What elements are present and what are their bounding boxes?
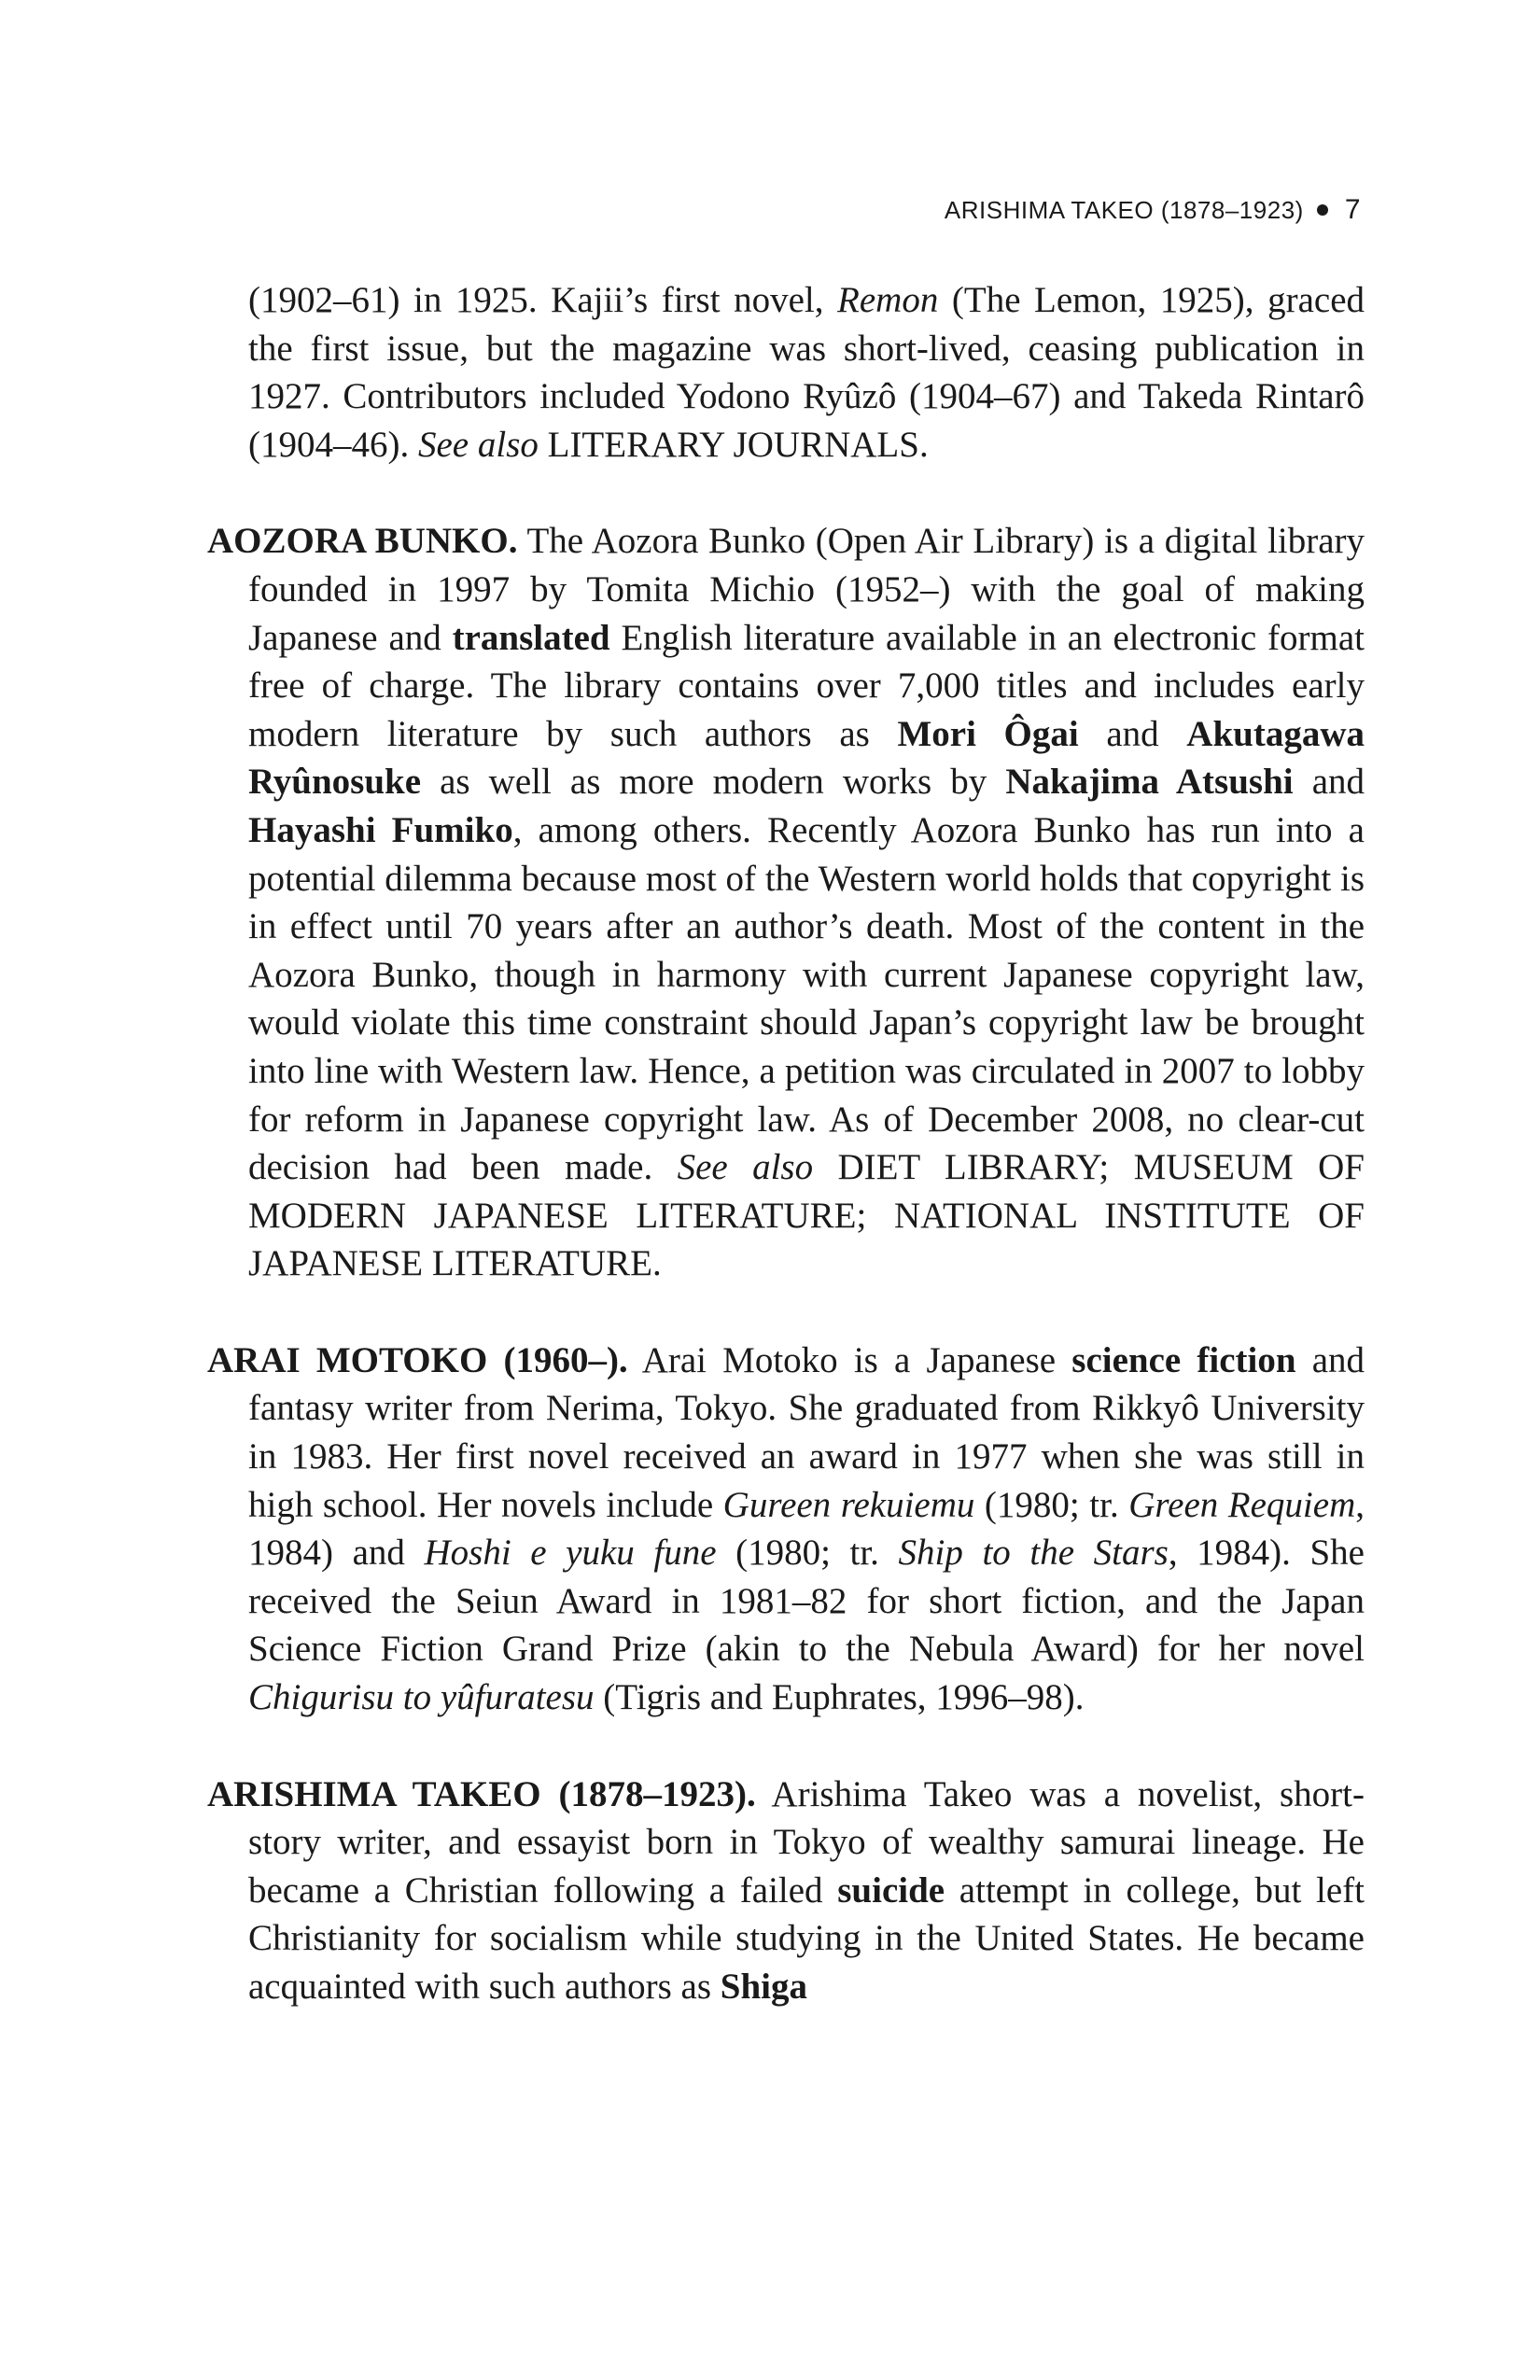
cross-reference-term: Mori Ôgai — [897, 713, 1079, 754]
cross-reference-term: Shiga — [720, 1967, 807, 2007]
bullet-separator-icon — [1317, 204, 1328, 216]
cross-reference-term: suicide — [837, 1869, 945, 1911]
entry-continuation: (1902–61) in 1925. Kajii’s first novel, Remon (The Lemon, 1925), graced the first issue, but the magazine was short-lived, ceasing publication in 1927. Contributors included Yodono Ryûzô (1904–67) and Takeda Rintarô (1904–46). See also LITERARY JOURNALS. — [248, 280, 1365, 465]
cross-reference-term: science fiction — [1071, 1339, 1296, 1380]
entry-headword: ARAI MOTOKO (1960–). — [207, 1339, 628, 1380]
page-number: 7 — [1344, 194, 1361, 225]
entry-headword: AOZORA BUNKO. — [207, 521, 518, 562]
page-body — [207, 276, 1365, 2060]
cross-reference-term: translated — [452, 617, 610, 658]
cross-reference-term: Nakajima Atsushi — [1005, 762, 1294, 803]
italic-title: Chigurisu to yûfuratesu — [248, 1677, 595, 1718]
italic-title: Hoshi e yuku fune — [424, 1533, 717, 1574]
running-head — [945, 194, 1361, 226]
running-title: ARISHIMA TAKEO (1878–1923) — [944, 196, 1304, 224]
entry-aozora-bunko: AOZORA BUNKO. The Aozora Bunko (Open Air Library) is a digital library founded in 1997 by Tomita Michio (1952–) with the goal of making Japanese and translated English literature available in an electronic format free of charge. The library contains over 7,000 titles and includes early modern literature by such authors as Mori Ôgai and Akutagawa Ryûnosuke as well as more modern works by Nakajima Atsushi and Hayashi Fumiko, among others. Recently Aozora Bunko has run into a potential dilemma because most of the Western world holds that copyright is in effect until 70 years after an author’s death. Most of the content in the Aozora Bunko, though in harmony with current Japanese copyright law, would violate this time constraint should Japan’s copyright law be brought into line with Western law. Hence, a petition was circulated in 2007 to lobby for reform in Japanese copyright law. As of December 2008, no clear-cut decision had been made. See also DIET LIBRARY; MUSEUM OF MODERN JAPANESE LITERATURE; NATIONAL INSTITUTE OF JAPANESE LITERATURE. — [207, 521, 1365, 1284]
entry-arishima-takeo: ARISHIMA TAKEO (1878–1923). Arishima Takeo was a novelist, short-story writer, and essayist born in Tokyo of wealthy samurai lineage. He became a Christian following a failed suicide attempt in college, but left Christianity for socialism while studying in the United States. He became acquainted with such authors as Shiga — [207, 1773, 1365, 2007]
entry-arai-motoko: ARAI MOTOKO (1960–). Arai Motoko is a Japanese science fiction and fantasy writer from Nerima, Tokyo. She graduated from Rikkyô University in 1983. Her first novel received an award in 1977 when she was still in high school. Her novels include Gureen rekuiemu (1980; tr. Green Requiem, 1984) and Hoshi e yuku fune (1980; tr. Ship to the Stars, 1984). She received the Seiun Award in 1981–82 for short fiction, and the Japan Science Fiction Grand Prize (akin to the Nebula Award) for her novel Chigurisu to yûfuratesu (Tigris and Euphrates, 1996–98). — [207, 1339, 1365, 1718]
italic-title: See also — [677, 1147, 814, 1188]
entry-headword: ARISHIMA TAKEO (1878–1923). — [207, 1773, 756, 1814]
italic-title: Green Requiem — [1128, 1484, 1356, 1525]
italic-title: Ship to the Stars — [898, 1533, 1169, 1574]
italic-title: Remon — [837, 280, 939, 320]
italic-title: See also — [417, 424, 539, 465]
cross-reference-term: Akutagawa Ryûnosuke — [248, 713, 1365, 803]
italic-title: Gureen rekuiemu — [722, 1484, 975, 1525]
cross-reference-term: Hayashi Fumiko — [248, 809, 513, 850]
